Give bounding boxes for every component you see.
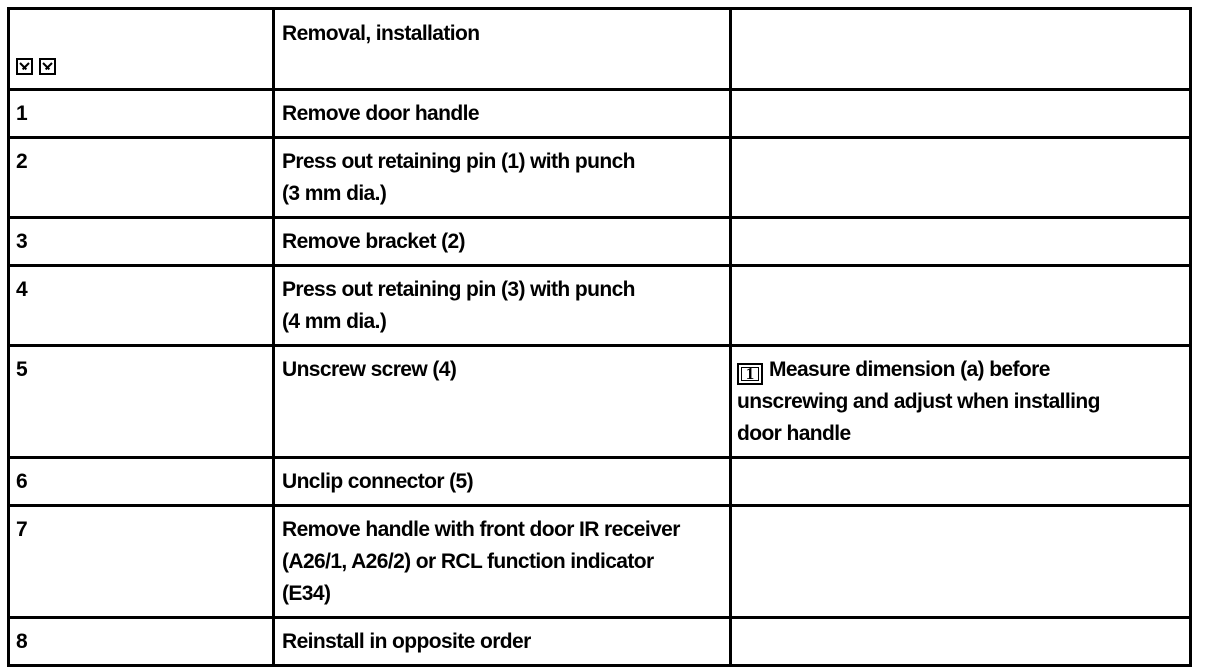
table-row <box>9 346 1191 458</box>
step-note-cell <box>731 458 1191 506</box>
table-header-row <box>9 9 1191 90</box>
step-note-cell <box>731 218 1191 266</box>
step-note-cell <box>731 266 1191 346</box>
step-action-cell <box>274 458 731 506</box>
step-note <box>737 507 1183 520</box>
step-number: 8 <box>16 630 28 653</box>
table-row <box>9 218 1191 266</box>
step-number: 2 <box>16 150 28 173</box>
step-number-cell <box>9 506 274 618</box>
step-number: 5 <box>16 358 28 381</box>
step-note-cell <box>731 506 1191 618</box>
step-note-cell <box>731 90 1191 138</box>
table-row <box>9 618 1191 666</box>
step-action: Remove handle with front door IR receiver (A26/1, A26/2) or RCL function indicator (E34) <box>282 518 680 605</box>
step-action-cell <box>274 618 731 666</box>
table-row <box>9 458 1191 506</box>
step-note-cell <box>731 138 1191 218</box>
step-action: Remove bracket (2) <box>282 230 465 253</box>
step-action-cell <box>274 346 731 458</box>
header-title: Removal, installation <box>282 22 480 45</box>
step-number: 6 <box>16 470 28 493</box>
step-action: Unscrew screw (4) <box>282 358 457 381</box>
table-row <box>9 138 1191 218</box>
step-number-cell <box>9 218 274 266</box>
step-number-cell <box>9 458 274 506</box>
step-number-cell <box>9 346 274 458</box>
step-note <box>737 139 1183 152</box>
step-note <box>737 91 1183 104</box>
table-row <box>9 506 1191 618</box>
step-action-cell <box>274 266 731 346</box>
procedure-table <box>7 7 1192 667</box>
step-number-cell <box>9 90 274 138</box>
step-number: 3 <box>16 230 28 253</box>
step-action: Press out retaining pin (1) with punch (3 mm dia.) <box>282 150 635 205</box>
header-note-cell <box>731 9 1191 90</box>
step-action: Press out retaining pin (3) with punch (4 mm dia.) <box>282 278 635 333</box>
step-note <box>737 619 1183 632</box>
step-note-cell <box>731 618 1191 666</box>
step-number: 4 <box>16 278 28 301</box>
step-number-cell <box>9 138 274 218</box>
removal-icon <box>16 58 33 75</box>
step-note <box>737 459 1183 472</box>
step-action-cell <box>274 218 731 266</box>
step-number-cell <box>9 266 274 346</box>
step-action: Unclip connector (5) <box>282 470 474 493</box>
header-title-cell <box>274 9 731 90</box>
step-action: Remove door handle <box>282 102 479 125</box>
step-action-cell <box>274 90 731 138</box>
note-number-icon: 1 <box>737 363 763 385</box>
table-row <box>9 266 1191 346</box>
step-action-cell <box>274 506 731 618</box>
header-note <box>737 10 1183 24</box>
header-icons-cell <box>9 9 274 90</box>
step-number: 7 <box>16 518 28 541</box>
installation-icon <box>39 58 56 75</box>
step-note <box>737 267 1183 280</box>
step-number-cell <box>9 618 274 666</box>
step-note: Measure dimension (a) before unscrewing and adjust when installing door handle <box>737 358 1100 445</box>
step-action-cell <box>274 138 731 218</box>
step-number: 1 <box>16 102 28 125</box>
table-row <box>9 90 1191 138</box>
step-action: Reinstall in opposite order <box>282 630 531 653</box>
step-note <box>737 219 1183 232</box>
step-note-cell <box>731 346 1191 458</box>
